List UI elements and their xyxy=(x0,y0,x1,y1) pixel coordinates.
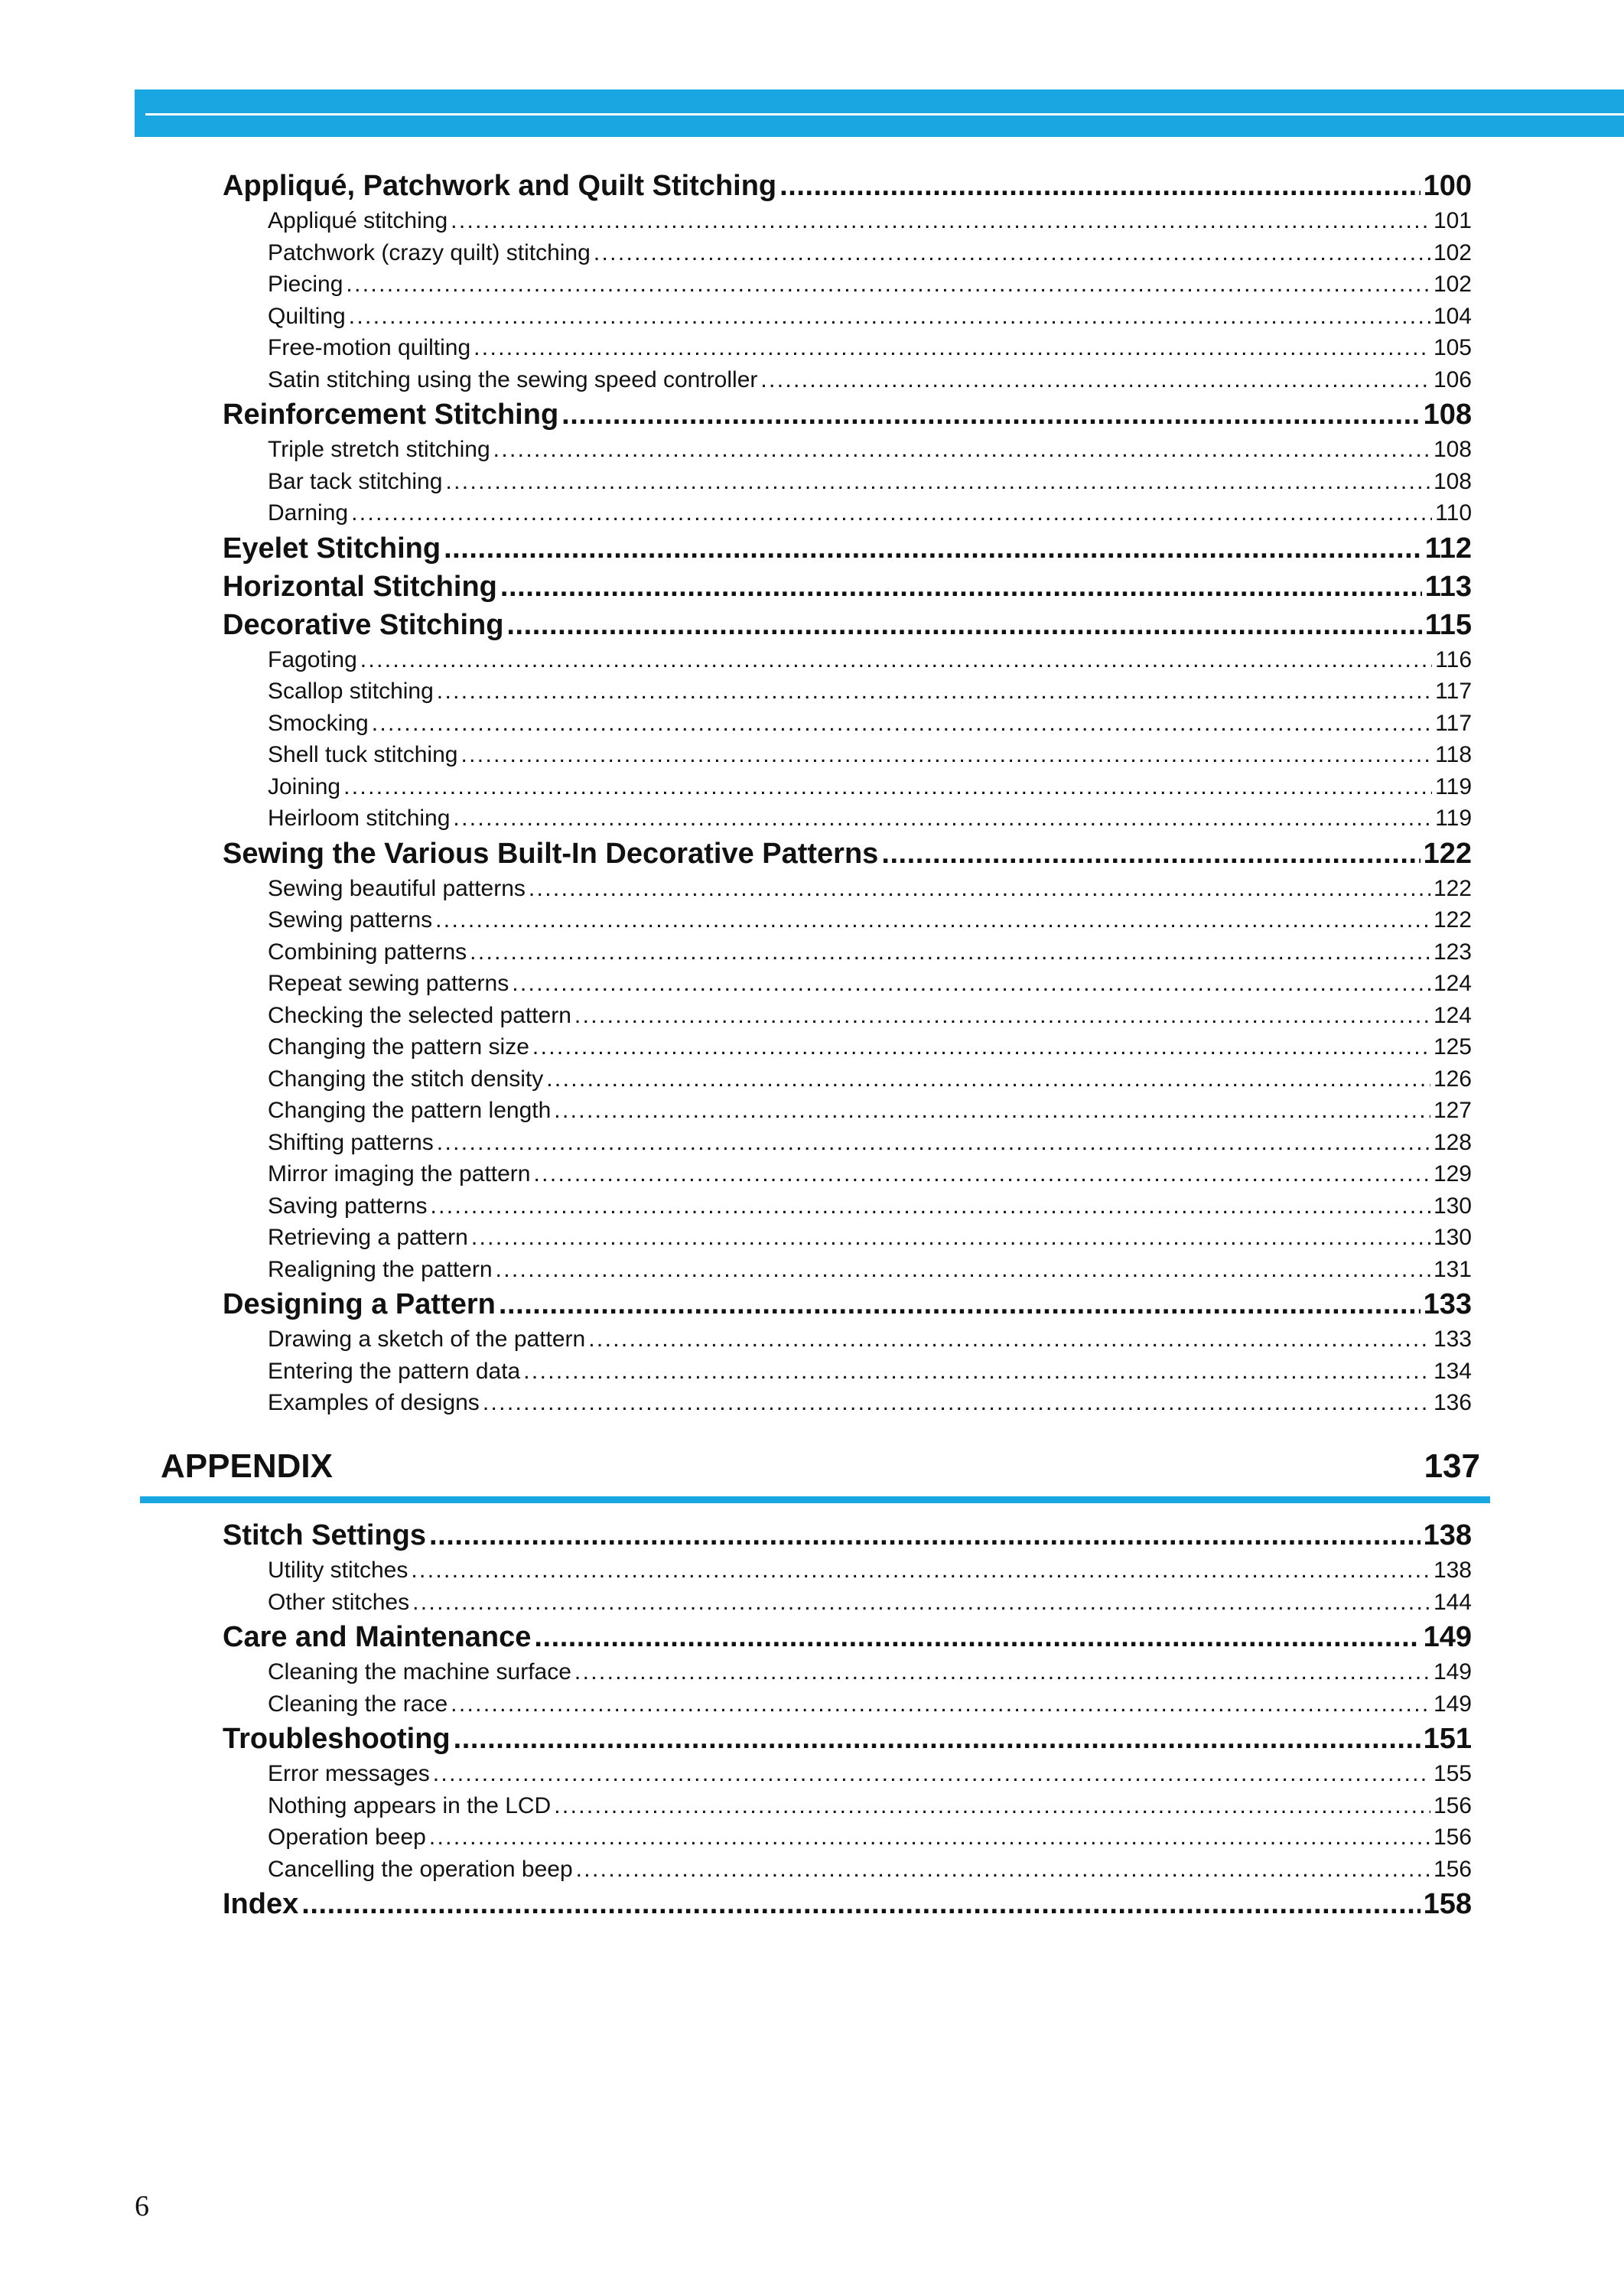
dot-leader xyxy=(496,1257,1430,1283)
dot-leader xyxy=(454,1723,1421,1756)
toc-chapter-entry[interactable] xyxy=(223,399,1472,437)
toc-list-appendix xyxy=(223,1519,1472,1926)
toc-entry-page: 102 xyxy=(1433,239,1472,265)
toc-entry-page: 101 xyxy=(1433,208,1472,233)
dot-leader xyxy=(554,1793,1430,1819)
toc-entry-page: 138 xyxy=(1433,1558,1472,1583)
toc-entry-page: 149 xyxy=(1433,1659,1472,1685)
dot-leader xyxy=(779,170,1420,203)
toc-entry-page: 117 xyxy=(1435,679,1472,704)
toc-entry-page: 133 xyxy=(1433,1327,1472,1352)
dot-leader xyxy=(499,1288,1421,1321)
toc-subentry[interactable] xyxy=(223,679,1472,711)
dot-leader xyxy=(576,1857,1430,1883)
dot-leader xyxy=(412,1590,1430,1616)
toc-entry-page: 108 xyxy=(1433,437,1472,462)
toc-entry-title: Eyelet Stitching xyxy=(223,532,441,565)
toc-chapter-entry[interactable] xyxy=(223,838,1472,876)
toc-subentry[interactable] xyxy=(223,335,1472,367)
toc-subentry[interactable] xyxy=(223,1003,1472,1035)
toc-entry-title: Cleaning the machine surface xyxy=(268,1659,571,1685)
toc-chapter-entry[interactable] xyxy=(223,1519,1472,1558)
toc-entry-title: Horizontal Stitching xyxy=(223,570,497,603)
toc-entry-title: Appliqué, Patchwork and Quilt Stitching xyxy=(223,170,777,202)
toc-entry-page: 149 xyxy=(1423,1621,1472,1653)
toc-subentry[interactable] xyxy=(223,939,1472,972)
toc-entry-page: 102 xyxy=(1433,272,1472,297)
toc-chapter-entry[interactable] xyxy=(223,532,1472,571)
toc-subentry[interactable] xyxy=(223,437,1472,469)
toc-entry-page: 144 xyxy=(1433,1589,1472,1615)
toc-subentry[interactable] xyxy=(223,1558,1472,1590)
dot-leader xyxy=(343,774,1432,800)
toc-subentry[interactable] xyxy=(223,1034,1472,1066)
dot-leader xyxy=(451,208,1430,234)
toc-entry-page: 131 xyxy=(1433,1256,1472,1282)
toc-subentry[interactable] xyxy=(223,1590,1472,1622)
dot-leader xyxy=(588,1327,1430,1353)
toc-subentry[interactable] xyxy=(223,1066,1472,1099)
toc-entry-title: Changing the stitch density xyxy=(268,1066,544,1092)
toc-subentry[interactable] xyxy=(223,1098,1472,1130)
toc-entry-page: 125 xyxy=(1433,1034,1472,1060)
toc-entry-title: Utility stitches xyxy=(268,1558,408,1583)
dot-leader xyxy=(506,609,1421,642)
dot-leader xyxy=(532,1034,1430,1060)
dot-leader xyxy=(554,1098,1430,1124)
dot-leader xyxy=(451,1691,1430,1717)
toc-entry-page: 129 xyxy=(1433,1161,1472,1187)
toc-entry-title: Designing a Pattern xyxy=(223,1288,496,1320)
toc-entry-title: Realigning the pattern xyxy=(268,1256,493,1282)
toc-entry-title: Operation beep xyxy=(268,1825,426,1850)
toc-entry-title: Shell tuck stitching xyxy=(268,742,458,767)
toc-entry-page: 126 xyxy=(1433,1066,1472,1092)
toc-entry-title: Satin stitching using the sewing speed controller xyxy=(268,366,758,392)
toc-entry-title: Nothing appears in the LCD xyxy=(268,1792,552,1818)
toc-subentry[interactable] xyxy=(223,806,1472,838)
toc-entry-page: 138 xyxy=(1423,1519,1472,1551)
toc-entry-title: Examples of designs xyxy=(268,1390,480,1415)
toc-entry-title: Entering the pattern data xyxy=(268,1358,521,1384)
toc-entry-title: Repeat sewing patterns xyxy=(268,971,509,996)
dot-leader xyxy=(483,1390,1430,1416)
toc-entry-page: 115 xyxy=(1424,608,1472,641)
toc-entry-page: 105 xyxy=(1433,335,1472,360)
toc-entry-page: 106 xyxy=(1433,366,1472,392)
toc-subentry[interactable] xyxy=(223,1857,1472,1889)
toc-entry-page: 133 xyxy=(1423,1288,1472,1320)
toc-entry-page: 119 xyxy=(1435,806,1472,831)
dot-leader xyxy=(411,1558,1430,1584)
toc-entry-page: 117 xyxy=(1435,710,1472,736)
dot-leader xyxy=(445,469,1430,495)
toc-subentry[interactable] xyxy=(223,469,1472,501)
toc-entry-page: 112 xyxy=(1424,532,1472,565)
header-bar xyxy=(135,90,1624,137)
dot-leader xyxy=(500,571,1422,604)
toc-chapter-entry[interactable] xyxy=(223,1288,1472,1327)
toc-entry-title: Drawing a sketch of the pattern xyxy=(268,1327,586,1352)
toc-entry-page: 122 xyxy=(1423,837,1472,870)
dot-leader xyxy=(453,806,1432,832)
toc-subentry[interactable] xyxy=(223,1257,1472,1289)
dot-leader xyxy=(351,500,1432,526)
dot-leader xyxy=(529,876,1430,902)
toc-chapter-entry[interactable] xyxy=(223,1888,1472,1926)
toc-entry-page: 123 xyxy=(1433,939,1472,965)
toc-entry-title: Changing the pattern length xyxy=(268,1098,552,1123)
dot-leader xyxy=(435,907,1430,933)
toc-entry-page: 155 xyxy=(1433,1761,1472,1786)
dot-leader xyxy=(437,1130,1430,1156)
appendix-rule xyxy=(140,1496,1490,1503)
toc-entry-page: 108 xyxy=(1433,468,1472,494)
toc-entry-title: Troubleshooting xyxy=(223,1723,451,1755)
toc-subentry[interactable] xyxy=(223,1659,1472,1691)
toc-entry-page: 127 xyxy=(1433,1098,1472,1123)
toc-entry-title: Bar tack stitching xyxy=(268,468,443,494)
toc-subentry[interactable] xyxy=(223,1193,1472,1226)
dot-leader xyxy=(430,1193,1430,1219)
toc-entry-title: Sewing the Various Built-In Decorative Patterns xyxy=(223,837,879,870)
toc-entry-title: Stitch Settings xyxy=(223,1519,427,1551)
page-number: 6 xyxy=(135,2190,149,2222)
toc-entry-title: Fagoting xyxy=(268,646,357,672)
toc-subentry[interactable] xyxy=(223,1359,1472,1391)
toc-entry-title: Piecing xyxy=(268,272,343,297)
toc-subentry[interactable] xyxy=(223,1761,1472,1793)
toc-entry-title: Cancelling the operation beep xyxy=(268,1856,573,1882)
header-bar-line xyxy=(145,113,1624,116)
toc-subentry[interactable] xyxy=(223,907,1472,939)
dot-leader xyxy=(461,742,1432,768)
dot-leader xyxy=(429,1519,1421,1552)
toc-entry-page: 118 xyxy=(1435,742,1472,767)
toc-chapter-entry[interactable] xyxy=(223,571,1472,609)
dot-leader xyxy=(301,1888,1420,1921)
toc-subentry[interactable] xyxy=(223,272,1472,304)
dot-leader xyxy=(471,1225,1430,1251)
toc-entry-page: 119 xyxy=(1435,773,1472,799)
toc-entry-page: 100 xyxy=(1423,170,1472,202)
toc-subentry[interactable] xyxy=(223,304,1472,336)
toc-subentry[interactable] xyxy=(223,711,1472,743)
toc-subentry[interactable] xyxy=(223,500,1472,532)
toc-entry-page: 130 xyxy=(1433,1193,1472,1219)
toc-entry-title: Reinforcement Stitching xyxy=(223,399,559,431)
toc-entry-title: Triple stretch stitching xyxy=(268,437,490,462)
toc-subentry[interactable] xyxy=(223,240,1472,272)
dot-leader xyxy=(493,437,1430,463)
toc-entry-page: 130 xyxy=(1433,1225,1472,1250)
toc-entry-title: Sewing beautiful patterns xyxy=(268,875,526,901)
appendix-heading[interactable] xyxy=(161,1447,1480,1490)
toc-entry-page: 149 xyxy=(1433,1691,1472,1717)
dot-leader xyxy=(574,1003,1430,1029)
toc-subentry[interactable] xyxy=(223,208,1472,240)
dot-leader xyxy=(437,679,1432,705)
toc-subentry[interactable] xyxy=(223,971,1472,1003)
dot-leader xyxy=(534,1621,1420,1654)
dot-leader xyxy=(470,939,1430,965)
toc-entry-title: Shifting patterns xyxy=(268,1129,434,1155)
dot-leader xyxy=(474,335,1430,361)
toc-entry-page: 122 xyxy=(1433,875,1472,901)
toc-entry-title: Decorative Stitching xyxy=(223,608,504,641)
dot-leader xyxy=(881,838,1420,871)
dot-leader xyxy=(346,272,1430,298)
toc-chapter-entry[interactable] xyxy=(223,609,1472,647)
dot-leader xyxy=(533,1161,1430,1187)
toc-subentry[interactable] xyxy=(223,367,1472,399)
toc-entry-title: Heirloom stitching xyxy=(268,806,451,831)
dot-leader xyxy=(512,971,1430,997)
dot-leader xyxy=(372,711,1432,737)
toc-entry-page: 124 xyxy=(1433,971,1472,996)
toc-entry-title: Index xyxy=(223,1888,299,1920)
toc-entry-page: 124 xyxy=(1433,1002,1472,1028)
toc-entry-title: Free-motion quilting xyxy=(268,335,471,360)
toc-entry-title: Patchwork (crazy quilt) stitching xyxy=(268,239,591,265)
toc-entry-page: 158 xyxy=(1423,1888,1472,1920)
toc-subentry[interactable] xyxy=(223,742,1472,774)
toc-entry-title: Checking the selected pattern xyxy=(268,1002,571,1028)
toc-entry-page: 113 xyxy=(1424,570,1472,603)
toc-subentry[interactable] xyxy=(223,1225,1472,1257)
toc-entry-page: 122 xyxy=(1433,907,1472,933)
toc-entry-title: Error messages xyxy=(268,1761,430,1786)
toc-entry-title: Appliqué stitching xyxy=(268,208,448,233)
dot-leader xyxy=(349,304,1430,330)
toc-entry-page: 128 xyxy=(1433,1129,1472,1155)
toc-subentry[interactable] xyxy=(223,1825,1472,1857)
toc-entry-title: Quilting xyxy=(268,303,346,329)
toc-entry-page: 136 xyxy=(1433,1390,1472,1415)
dot-leader xyxy=(561,399,1420,431)
toc-subentry[interactable] xyxy=(223,1161,1472,1193)
dot-leader xyxy=(594,240,1430,266)
toc-subentry[interactable] xyxy=(223,1130,1472,1162)
dot-leader xyxy=(429,1825,1430,1851)
dot-leader xyxy=(444,532,1422,565)
appendix-page: 137 xyxy=(1424,1447,1480,1485)
appendix-title: APPENDIX xyxy=(161,1447,333,1485)
toc-subentry[interactable] xyxy=(223,1390,1472,1422)
toc-entry-title: Smocking xyxy=(268,710,369,736)
toc-chapter-entry[interactable] xyxy=(223,1723,1472,1761)
toc-entry-page: 156 xyxy=(1433,1825,1472,1850)
toc-entry-title: Changing the pattern size xyxy=(268,1034,529,1060)
toc-entry-title: Cleaning the race xyxy=(268,1691,448,1717)
dot-leader xyxy=(760,367,1430,393)
toc-entry-page: 116 xyxy=(1435,646,1472,672)
toc-entry-title: Mirror imaging the pattern xyxy=(268,1161,531,1187)
dot-leader xyxy=(546,1066,1430,1092)
toc-entry-title: Retrieving a pattern xyxy=(268,1225,468,1250)
toc-entry-page: 108 xyxy=(1423,399,1472,431)
toc-subentry[interactable] xyxy=(223,774,1472,806)
toc-entry-page: 134 xyxy=(1433,1358,1472,1384)
toc-list-main xyxy=(223,170,1472,1422)
toc-entry-title: Care and Maintenance xyxy=(223,1621,532,1653)
dot-leader xyxy=(523,1359,1430,1385)
toc-entry-title: Darning xyxy=(268,500,349,526)
toc-chapter-entry[interactable] xyxy=(223,170,1472,208)
toc-subentry[interactable] xyxy=(223,876,1472,908)
toc-subentry[interactable] xyxy=(223,1793,1472,1825)
toc-entry-page: 156 xyxy=(1433,1792,1472,1818)
toc-entry-title: Sewing patterns xyxy=(268,907,433,933)
toc-entry-title: Combining patterns xyxy=(268,939,467,965)
toc-subentry[interactable] xyxy=(223,1691,1472,1724)
dot-leader xyxy=(360,647,1432,673)
toc-entry-page: 151 xyxy=(1423,1723,1472,1755)
toc-entry-page: 104 xyxy=(1433,303,1472,329)
toc-chapter-entry[interactable] xyxy=(223,1621,1472,1659)
toc-entry-title: Saving patterns xyxy=(268,1193,428,1219)
toc-subentry[interactable] xyxy=(223,647,1472,679)
toc-entry-page: 110 xyxy=(1435,500,1472,526)
toc-entry-title: Other stitches xyxy=(268,1589,410,1615)
toc-entry-title: Joining xyxy=(268,773,341,799)
toc-entry-page: 156 xyxy=(1433,1856,1472,1882)
dot-leader xyxy=(574,1659,1430,1685)
dot-leader xyxy=(433,1761,1430,1787)
toc-entry-title: Scallop stitching xyxy=(268,679,434,704)
toc-subentry[interactable] xyxy=(223,1327,1472,1359)
